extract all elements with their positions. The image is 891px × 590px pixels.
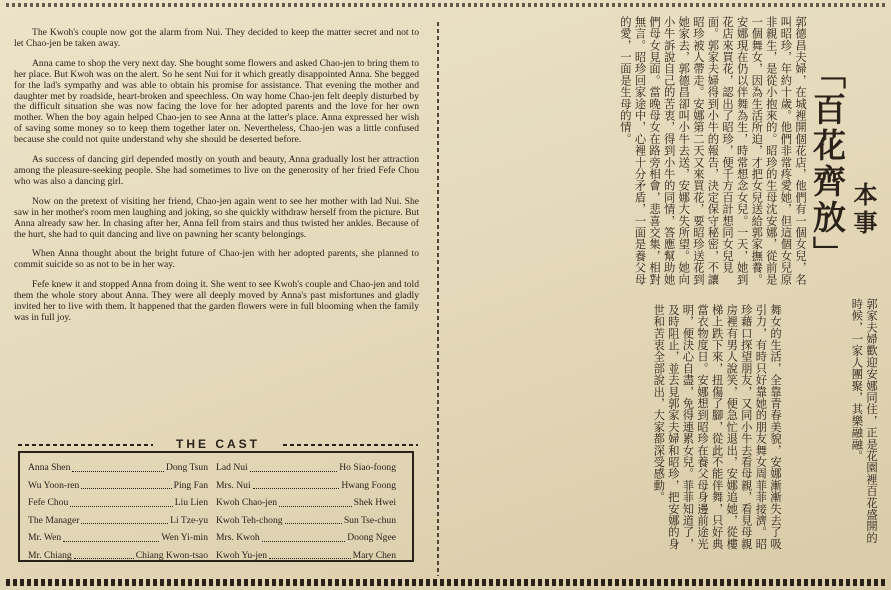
cast-actor: Doong Ngee [347, 532, 396, 544]
bottom-border [6, 579, 885, 586]
cast-actor: Dong Tsun [165, 462, 208, 474]
headline-title: 「百花齊放」 [808, 56, 847, 272]
cast-entry [216, 480, 404, 491]
synopsis-paragraph: Fefe knew it and stopped Anna from doing it. She went to see Kwoh's couple and Chao-jen and told them the whole story about Anna. They were all deeply moved by Anna's past misfortunes and gladly invited her to live with them. It happened that the garden flowers were in full blooming when the family was in full joy. [14, 279, 419, 323]
cast-entry [216, 550, 404, 561]
cast-actor: Sun Tse-chun [343, 514, 396, 526]
cast-role: Anna Shen [28, 462, 71, 474]
cast-actor: Shek Hwei [353, 497, 396, 509]
cast-actor: Li Tze-yu [170, 514, 208, 526]
synopsis-paragraph: As success of dancing girl depended mostly on youth and beauty, Anna gradually lost her attraction among the pleasure-seeking people. She had sometimes to live on the generosity of her fried Fefe Chou who was also a dancing girl. [14, 154, 419, 187]
synopsis-paragraph: When Anna thought about the bright future of Chao-jen with her adopted parents, she planned to commit suicide so as not to be in her way. [14, 248, 419, 271]
dot-leader [74, 551, 134, 559]
cast-table [18, 451, 414, 562]
dot-leader [72, 464, 164, 472]
cast-row [28, 494, 404, 512]
cast-role: The Manager [28, 514, 80, 526]
cast-actor: Liu Lien [174, 497, 208, 509]
cast-entry [216, 515, 404, 526]
top-border [6, 3, 885, 7]
headline-subtitle: 本事 [849, 182, 878, 238]
chinese-text-right: 郭家夫婦歡迎安娜同住，正是花園裡百花盛開的時候，一家人團聚，其樂融融。 [850, 298, 878, 544]
cast-role: Mrs. Kwoh [216, 532, 260, 544]
dot-leader [250, 464, 338, 472]
cast-actor: Ho Siao-foong [339, 462, 396, 474]
column-divider [437, 22, 439, 576]
cast-row [28, 547, 404, 565]
cast-entry [28, 497, 216, 508]
cast-entry [216, 462, 404, 473]
cast-role: Fefe Chou [28, 497, 69, 509]
english-synopsis [14, 28, 419, 333]
dot-leader [279, 499, 352, 507]
synopsis-paragraph: The Kwoh's couple now got the alarm from Nui. They decided to keep the matter secret and not to let Chao-jen be taken away. [14, 27, 419, 49]
dot-leader [269, 551, 350, 559]
dot-leader [81, 481, 171, 489]
cast-entry [216, 497, 404, 508]
dot-leader [253, 481, 340, 489]
cast-entry [28, 532, 216, 543]
cast-actor: Wen Yi-min [161, 532, 208, 544]
cast-row [28, 512, 404, 530]
chinese-text-lower: 舞女的生活，全靠青春美貌，安娜漸漸失去了吸引力，有時只好靠她的朋友舞女周菲菲接濟。昭珍藉口探望朋友，又同小牛去看母親，看見母親房裡有男人說笑，便急忙退出，安娜追她，從樓梯上跌下來，扭傷了腳，從此不能伴舞，只好典當衣物度日。安娜想到昭珍在養父母身邊前途光明，便決心自盡，免得連累女兒。菲菲知道了，及時阻止，並去見郭家夫婦和昭珍，把安娜的身世和苦衷全部說出，大家都深受感動。 [652, 304, 782, 550]
cast-actor: Mary Chen [352, 549, 396, 561]
cast-role: Mr. Chiang [28, 549, 72, 561]
synopsis-paragraph: Now on the pretext of visiting her friend, Chao-jen again went to see her mother with lad Nui. She saw in her mother's room men laughing and joking, so she quickly withdraw herself from the picture. But Anna already saw her. In chasing after her, Anna fell from stairs and thus twisted her ankles. Because of the hurt, she had to quit dancing and live on pawning her scanty belongings. [14, 195, 419, 240]
cast-entry [216, 532, 404, 543]
dot-leader [285, 516, 342, 524]
cast-role: Lad Nui [216, 462, 248, 474]
cast-role: Kwoh Yu-jen [216, 549, 268, 561]
cast-row [28, 459, 404, 477]
cast-entry [28, 462, 216, 473]
cast-actor: Ping Fan [173, 479, 208, 491]
cast-actor: Chiang Kwon-tsao [135, 549, 208, 561]
cast-role: Wu Yoon-ren [28, 479, 80, 491]
dot-leader [63, 534, 159, 542]
cast-entry [28, 480, 216, 491]
cast-row [28, 477, 404, 495]
cast-actor: Hwang Foong [341, 479, 396, 491]
chinese-headline [806, 56, 878, 292]
dot-leader [262, 534, 346, 542]
cast-role: Mrs. Nui [216, 479, 251, 491]
dot-leader [81, 516, 168, 524]
cast-entry [28, 515, 216, 526]
cast-title: THE CAST [18, 437, 418, 451]
chinese-text-upper: 郭德昌夫婦，在城裡開個花店，他們有一個女兒，名叫昭珍，年約十歲。他們非常疼愛她，但這個女兒原非親生，是從小抱來的。昭珍的生母沈安娜，從前是一個舞女，因為生活所迫，才把女兒送給郭家撫養。安娜現在仍以伴舞為生，時常想念女兒。一天，她到花店來買花，認出了昭珍，便千方百計想同女兒見面。郭家夫婦得到小牛的報告，決定保守秘密，不讓昭珍被人帶走。安娜第二天又來買花，要昭珍送花到她家去，郭德昌卻叫小牛去送，安娜大失所望。她向小牛訴說自己的苦衷，得到小牛的同情，答應幫助她們母女見面。當晚母女在路旁相會，悲喜交集，相對無言。昭珍回家途中，心裡十分矛盾，一面是養父母的愛，一面是生母的情。 [618, 16, 807, 286]
cast-role: Kwoh Chao-jen [216, 497, 278, 509]
cast-row [28, 529, 404, 547]
dot-leader [70, 499, 172, 507]
synopsis-paragraph: Anna came to shop the very next day. She bought some flowers and asked Chao-jen to bring them to her place. But Kwoh was on the alert. So he sent Nui for it which greatly disappointed Anna. She begged for the lad's sympathy and was able to obtain his promise for assistance. That evening the mother and daughter met by roadside, heart-broken and speechless. On way home Chao-jen felt deeply disturbed by the difficult situation she was now facing the love for her adopted parents and the love for her own mother. When the boy again helped Chao-jen to see Anna at the latter's place. Anna expressed her wish of saving some money so to keep them together later on. Nevertheless, Chao-jen was a little confused because she could not quite understand why she should be deserted before. [14, 57, 419, 146]
cast-role: Mr. Wen [28, 532, 62, 544]
cast-role: Kwoh Teh-chong [216, 514, 283, 526]
cast-entry [28, 550, 216, 561]
